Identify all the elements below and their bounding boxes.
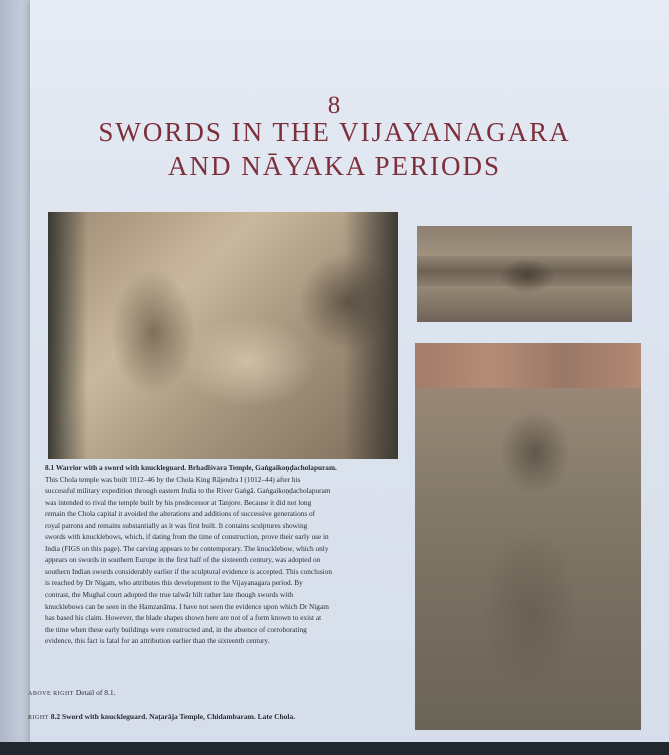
caption-line: knucklebows can be seen in the Hamzanāma. I have not seen the evidence upon which Dr Nigam — [45, 601, 329, 611]
caption-line: This Chola temple was built 1012–46 by the Chola King Rājendra I (1012–44) after his — [45, 474, 301, 484]
sword-caption — [28, 712, 295, 721]
caption-line: India (FIGS on this page). The carving appears to be contemporary. The knucklebow, which only — [45, 543, 329, 553]
caption-line: evidence, this fact is fatal for an attribution earlier than the sixteenth century. — [45, 636, 270, 646]
caption-line: successful military expedition through eastern India to the River Gaṅgā. Gaṅgaikoṇḍacholapuram — [45, 486, 331, 496]
warrior-relief-photo — [48, 212, 398, 459]
chapter-title-line-2: AND NĀYAKA PERIODS — [167, 151, 502, 181]
detail-photo — [417, 226, 632, 322]
above-right-tag: ABOVE RIGHT — [28, 691, 74, 697]
caption-line: contrast, the Mughal court adopted the true talwār hilt rather late though swords with — [45, 590, 294, 600]
above-right-text: Detail of 8.1. — [75, 688, 116, 697]
sword-relief-photo — [415, 343, 641, 730]
caption-line: is reached by Dr Nigam, who attributes this development to the Vijayanagara period. By — [45, 578, 303, 588]
caption-line: southern Indian swords considerably earlier if the sculptural evidence is accepted. This conclusion — [45, 566, 332, 576]
detail-caption — [28, 688, 115, 697]
chapter-title-line-1: SWORDS IN THE VIJAYANAGARA — [98, 117, 571, 147]
bottom-edge — [0, 742, 669, 755]
caption-line: the time when these early buildings were constructed and, in the absence of corroborating — [45, 624, 307, 634]
caption-line: royal patrons and remains substantially as it was first built. It contains sculptures showing — [45, 520, 308, 530]
caption-line: swords with knucklebows, which, if dating from the time of construction, prove their early use in — [45, 532, 329, 542]
caption-line: 8.1 Warrior with a sword with knuckleguard. Brhadīśvara Temple, Gaṅgaikoṇḍacholapuram. — [45, 463, 337, 472]
figure-caption — [45, 462, 401, 647]
chapter-number: 8 — [327, 92, 342, 119]
right-tag: RIGHT — [28, 715, 49, 721]
right-text: 8.2 Sword with knuckleguard. Naṭarāja Temple, Chidambaram. Late Chola. — [50, 712, 296, 721]
caption-line: has based his claim. However, the blade shapes shown here are not of a form known to exist at — [45, 613, 322, 623]
caption-line: was intended to rival the temple built by his predecessor at Tanjore. Because it did not long — [45, 497, 312, 507]
caption-line: remain the Chola capital it avoided the alterations and additions of successive generations of — [45, 509, 316, 519]
caption-line: appears on swords in southern Europe in the first half of the sixteenth century, was adopted on — [45, 555, 321, 565]
